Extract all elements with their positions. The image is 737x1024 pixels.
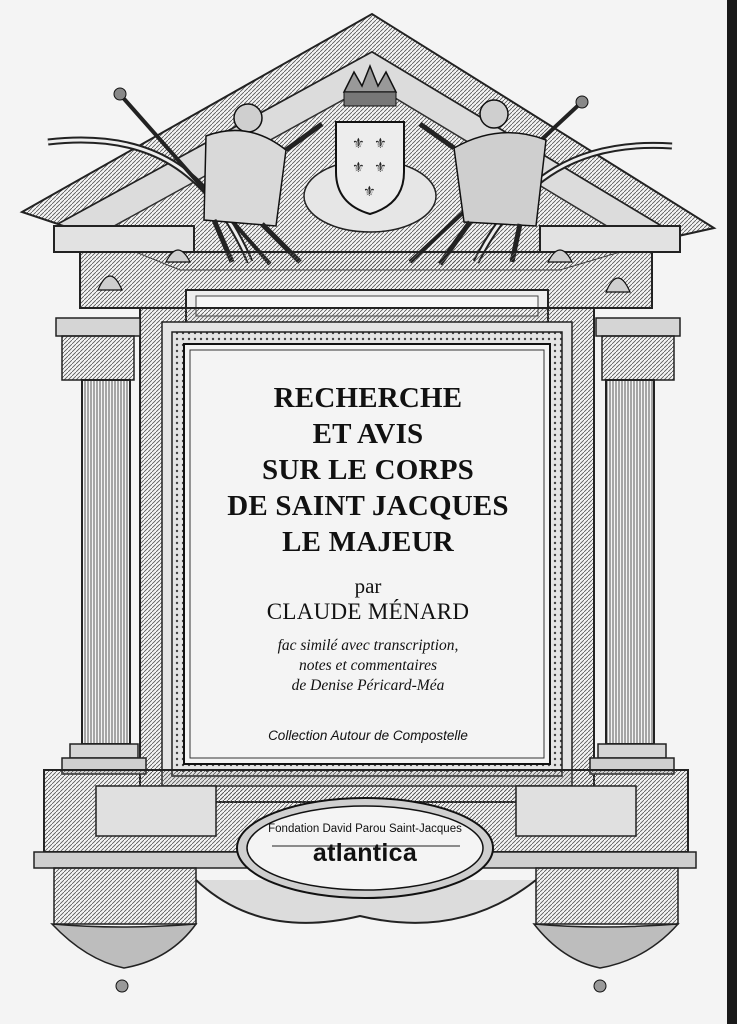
svg-text:⚜: ⚜ [374,136,387,152]
edition-note-line: de Denise Péricard-Méa [291,677,445,694]
collection-name: Collection Autour de Compostelle [268,728,468,743]
title-panel [192,350,544,758]
title-line: DE SAINT JACQUES [227,490,509,522]
edition-note [192,636,544,696]
title-line: RECHERCHE [273,382,463,414]
foundation-name: Fondation David Parou Saint-Jacques [268,823,462,835]
title-line: ET AVIS [312,418,424,450]
svg-text:⚜: ⚜ [352,136,365,152]
left-column [56,318,146,774]
publisher-cartouche [242,808,488,890]
by-label: par [354,574,382,598]
edition-note-line: notes et commentaires [298,657,438,674]
book-title [192,380,544,560]
title-line: SUR LE CORPS [262,454,474,486]
author-name: CLAUDE MÉNARD [266,599,470,624]
svg-text:⚜: ⚜ [352,160,365,176]
svg-text:⚜: ⚜ [374,160,387,176]
right-column [590,318,680,774]
publisher-logo-text: atlantica [312,839,418,867]
svg-text:⚜: ⚜ [363,184,376,200]
edition-note-line: fac similé avec transcription, [277,637,459,654]
title-line: LE MAJEUR [282,526,454,558]
